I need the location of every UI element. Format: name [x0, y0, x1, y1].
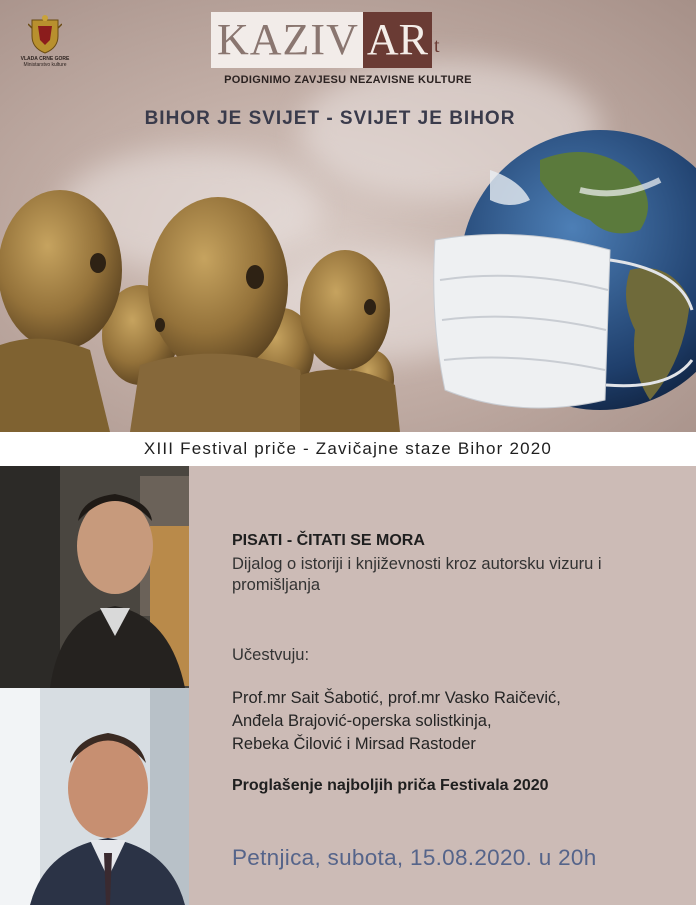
event-panel	[0, 466, 696, 905]
crest-caption	[12, 56, 78, 68]
participants-line-3: Rebeka Čilović i Mirsad Rastoder	[232, 735, 476, 753]
participants-line-2: Anđela Brajović-operska solistkinja,	[232, 712, 492, 730]
logo-tagline: PODIGNIMO ZAVJESU NEZAVISNE KULTURE	[224, 74, 472, 86]
speaker-photo-2	[0, 688, 189, 905]
headline: BIHOR JE SVIJET - SVIJET JE BIHOR	[144, 108, 516, 129]
event-description: Dijalog o istoriji i književnosti kroz autorsku vizuru i promišljanja	[232, 555, 602, 594]
event-date-location: Petnjica, subota, 15.08.2020. u 20h	[232, 845, 597, 870]
participants-label: Učestvuju:	[232, 646, 310, 664]
award-announcement: Proglašenje najboljih priča Festivala 2020	[232, 777, 549, 794]
festival-band	[0, 432, 696, 466]
globe-with-mask-image	[430, 120, 696, 432]
crest-line-2: Ministarstvo kulture	[23, 62, 67, 68]
participants-list	[232, 687, 662, 756]
participants-line-1: Prof.mr Sait Šabotić, prof.mr Vasko Raičević,	[232, 689, 561, 707]
festival-title: XIII Festival priče - Zavičajne staze Bihor 2020	[143, 439, 553, 458]
logo-suffix: t	[433, 34, 440, 57]
logo-right-part: AR	[363, 12, 432, 68]
logo-left-part: KAZIV	[211, 12, 363, 68]
sculptures-image	[0, 165, 420, 432]
government-crest-icon	[28, 14, 62, 54]
kazivart-logo	[211, 12, 440, 68]
hero-banner	[0, 0, 696, 432]
speaker-photo-1	[0, 466, 189, 688]
event-title: PISATI - ČITATI SE MORA	[232, 532, 425, 549]
crest-line-1: VLADA CRNE GORE	[20, 56, 70, 62]
